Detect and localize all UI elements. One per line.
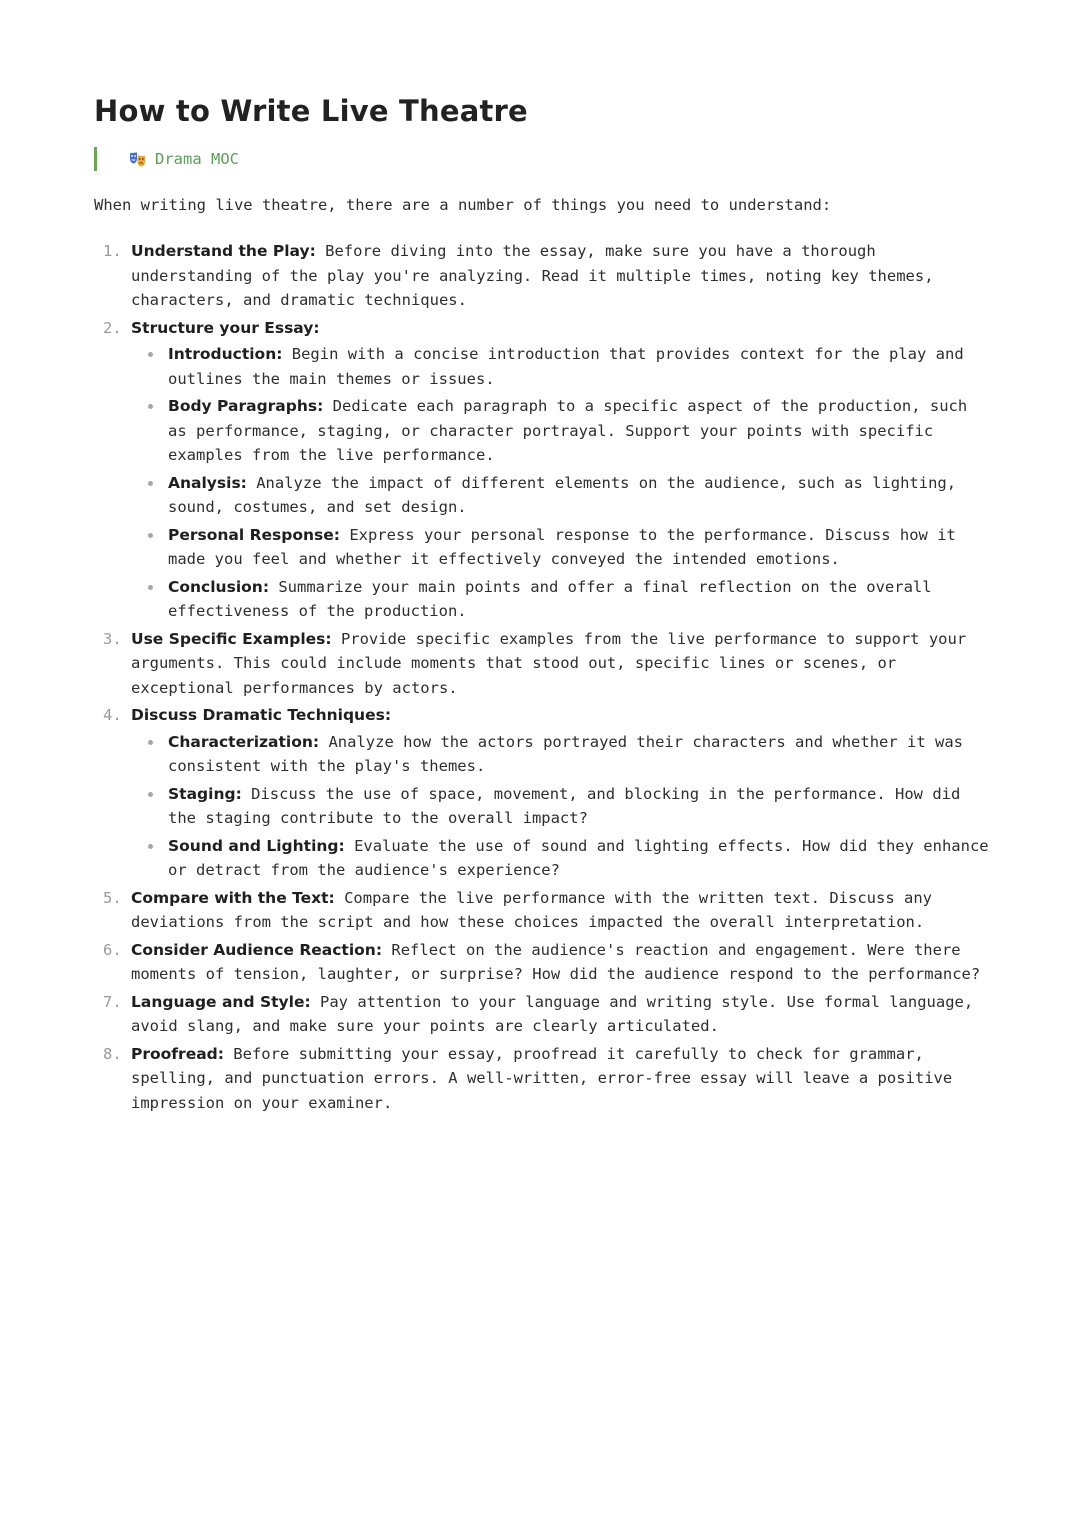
sub-item-heading: Body Paragraphs: (168, 397, 324, 415)
sub-item-text: Discuss the use of space, movement, and blocking in the performance. How did the staging contribute to the overall impact? (168, 784, 961, 827)
sub-item-heading: Analysis: (168, 473, 247, 492)
list-item (94, 938, 994, 987)
sub-list (131, 730, 994, 883)
item-heading: Discuss Dramatic Techniques: (131, 706, 392, 724)
item-text: Before diving into the essay, make sure you have a thorough understanding of the play you're analyzing. Read it multiple times, noting key themes, characters, and dramatic techniques. (131, 242, 934, 309)
sub-item-text: Begin with a concise introduction that provides context for the play and outlines the main themes or issues. (168, 345, 964, 388)
sub-item-heading: Characterization: (168, 732, 320, 751)
sub-item-heading: Sound and Lighting: (168, 836, 345, 855)
bullet-icon (148, 792, 153, 797)
sub-list-item (131, 523, 994, 572)
sub-list (131, 342, 994, 624)
list-number: 7. (103, 992, 122, 1011)
sub-list-item (131, 342, 994, 391)
list-number: 3. (103, 629, 122, 648)
sub-item-heading: Staging: (168, 784, 242, 803)
item-heading: Consider Audience Reaction: (131, 940, 383, 959)
item-text: Provide specific examples from the live performance to support your arguments. This could include moments that stood out, specific lines or scenes, or exceptional performances by actors. (131, 629, 967, 697)
item-heading: Understand the Play: (131, 242, 316, 260)
document (94, 92, 994, 1118)
item-text: Compare the live performance with the written text. Discuss any deviations from the script and how these choices impacted the overall interpretation. (131, 888, 932, 931)
list-item (94, 703, 994, 883)
item-heading: Proofread: (131, 1044, 224, 1063)
sub-item-heading: Conclusion: (168, 577, 270, 596)
bullet-icon (148, 585, 153, 590)
item-heading: Structure your Essay: (131, 318, 320, 337)
bullet-icon (148, 740, 153, 745)
sub-item-heading: Introduction: (168, 345, 283, 363)
item-text: Reflect on the audience's reaction and engagement. Were there moments of tension, laughter, or surprise? How did the audience respond to the performance? (131, 940, 981, 983)
list-item (94, 1042, 994, 1116)
sub-item-text: Summarize your main points and offer a final reflection on the overall effectiveness of the production. (168, 577, 932, 620)
sub-item-text: Evaluate the use of sound and lighting effects. How did they enhance or detract from the audience's experience? (168, 836, 989, 879)
list-item (94, 886, 994, 935)
page-title: How to Write Live Theatre (94, 94, 528, 128)
bullet-icon (148, 481, 153, 486)
bullet-icon (148, 404, 153, 409)
intro-paragraph: When writing live theatre, there are a number of things you need to understand: (94, 196, 832, 214)
bullet-icon (148, 844, 153, 849)
list-item (94, 990, 994, 1039)
sub-item-text: Analyze how the actors portrayed their characters and whether it was consistent with the play's themes. (168, 732, 964, 775)
list-item (94, 239, 994, 313)
sub-item-text: Analyze the impact of different elements on the audience, such as lighting, sound, costumes, and set design. (168, 473, 957, 516)
sub-item-text: Dedicate each paragraph to a specific aspect of the production, such as performance, staging, or character portrayal. Support your points with specific examples from the live performance. (168, 397, 968, 464)
item-heading: Compare with the Text: (131, 888, 335, 907)
list-number: 1. (103, 242, 122, 260)
bullet-icon (148, 533, 153, 538)
moc-link[interactable]: Drama MOC (155, 150, 239, 168)
list-number: 6. (103, 940, 122, 959)
moc-link-block (94, 147, 994, 171)
sub-item-text: Express your personal response to the performance. Discuss how it made you feel and whether it effectively conveyed the intended emotions. (168, 525, 956, 568)
theatre-masks-icon (129, 151, 146, 168)
bullet-icon (148, 352, 153, 357)
sub-list-item (131, 730, 994, 779)
list-number: 5. (103, 888, 122, 907)
steps-list (94, 239, 994, 1115)
list-number: 2. (103, 318, 122, 337)
list-item (94, 316, 994, 624)
list-number: 8. (103, 1044, 122, 1063)
item-text: Before submitting your essay, proofread it carefully to check for grammar, spelling, and punctuation errors. A well-written, error-free essay will leave a positive impression on your examiner. (131, 1044, 953, 1112)
list-number: 4. (103, 706, 122, 724)
list-item (94, 627, 994, 701)
item-heading: Use Specific Examples: (131, 629, 332, 648)
sub-list-item (131, 834, 994, 883)
item-text: Pay attention to your language and writing style. Use formal language, avoid slang, and make sure your points are clearly articulated. (131, 992, 974, 1035)
item-heading: Language and Style: (131, 992, 311, 1011)
sub-list-item (131, 471, 994, 520)
sub-list-item (131, 782, 994, 831)
sub-list-item (131, 575, 994, 624)
sub-list-item (131, 394, 994, 468)
sub-item-heading: Personal Response: (168, 525, 340, 544)
